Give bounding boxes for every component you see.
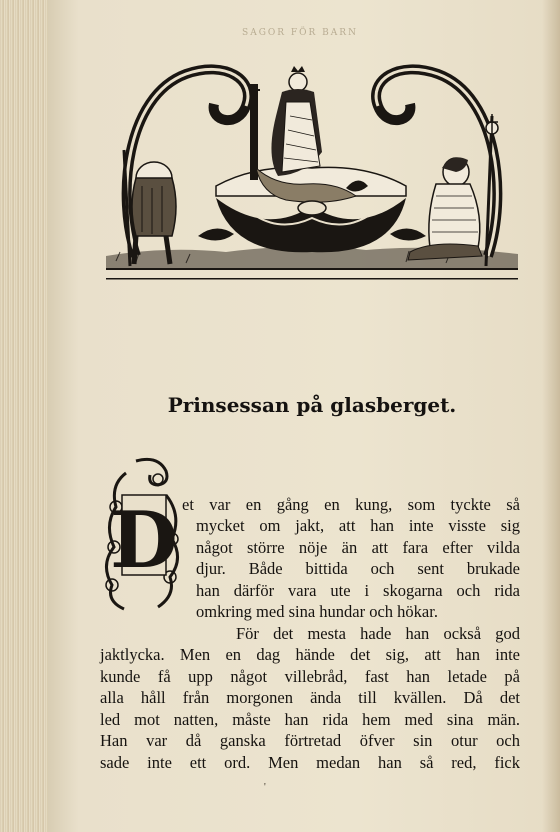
text-line-9: kunde få upp något villebråd, fast han letade på (100, 667, 520, 686)
text-line-5: han därför vara ute i skogarna och rida (196, 581, 520, 600)
page-shadow (542, 0, 560, 832)
text-line-1: et var en gång en kung, som tyckte så (182, 495, 520, 514)
book-page-edges (0, 0, 49, 832)
drop-cap-letter: D (110, 495, 178, 586)
page-mark: ' (264, 782, 266, 793)
text-line-6: omkring med sina hundar och hökar. (196, 602, 438, 621)
text-line-11: led mot natten, måste han rida hem med sina män. (100, 710, 520, 729)
text-line-7: För det mesta hade han också god (236, 624, 520, 643)
text-line-4: djur. Både bittida och sent brukade (196, 559, 520, 578)
running-head: SAGOR FÖR BARN (242, 28, 358, 38)
header-illustration (106, 56, 518, 284)
text-line-10: alla håll från morgonen ända till kvällen. Då det (100, 688, 520, 707)
text-line-13: sade inte ett ord. Men medan han så red, fick (100, 753, 520, 772)
text-line-8: jaktlycka. Men en dag hände det sig, att han inte (100, 645, 520, 664)
text-line-12: Han var då ganska förtretad öfver sin otur och (100, 731, 520, 750)
drop-cap-ornament (96, 455, 186, 615)
text-line-2: mycket om jakt, att han inte visste sig (196, 516, 520, 535)
text-line-3: något större nöje än att fara efter vilda (196, 538, 520, 557)
story-title: Prinsessan på glasberget. (167, 393, 457, 417)
